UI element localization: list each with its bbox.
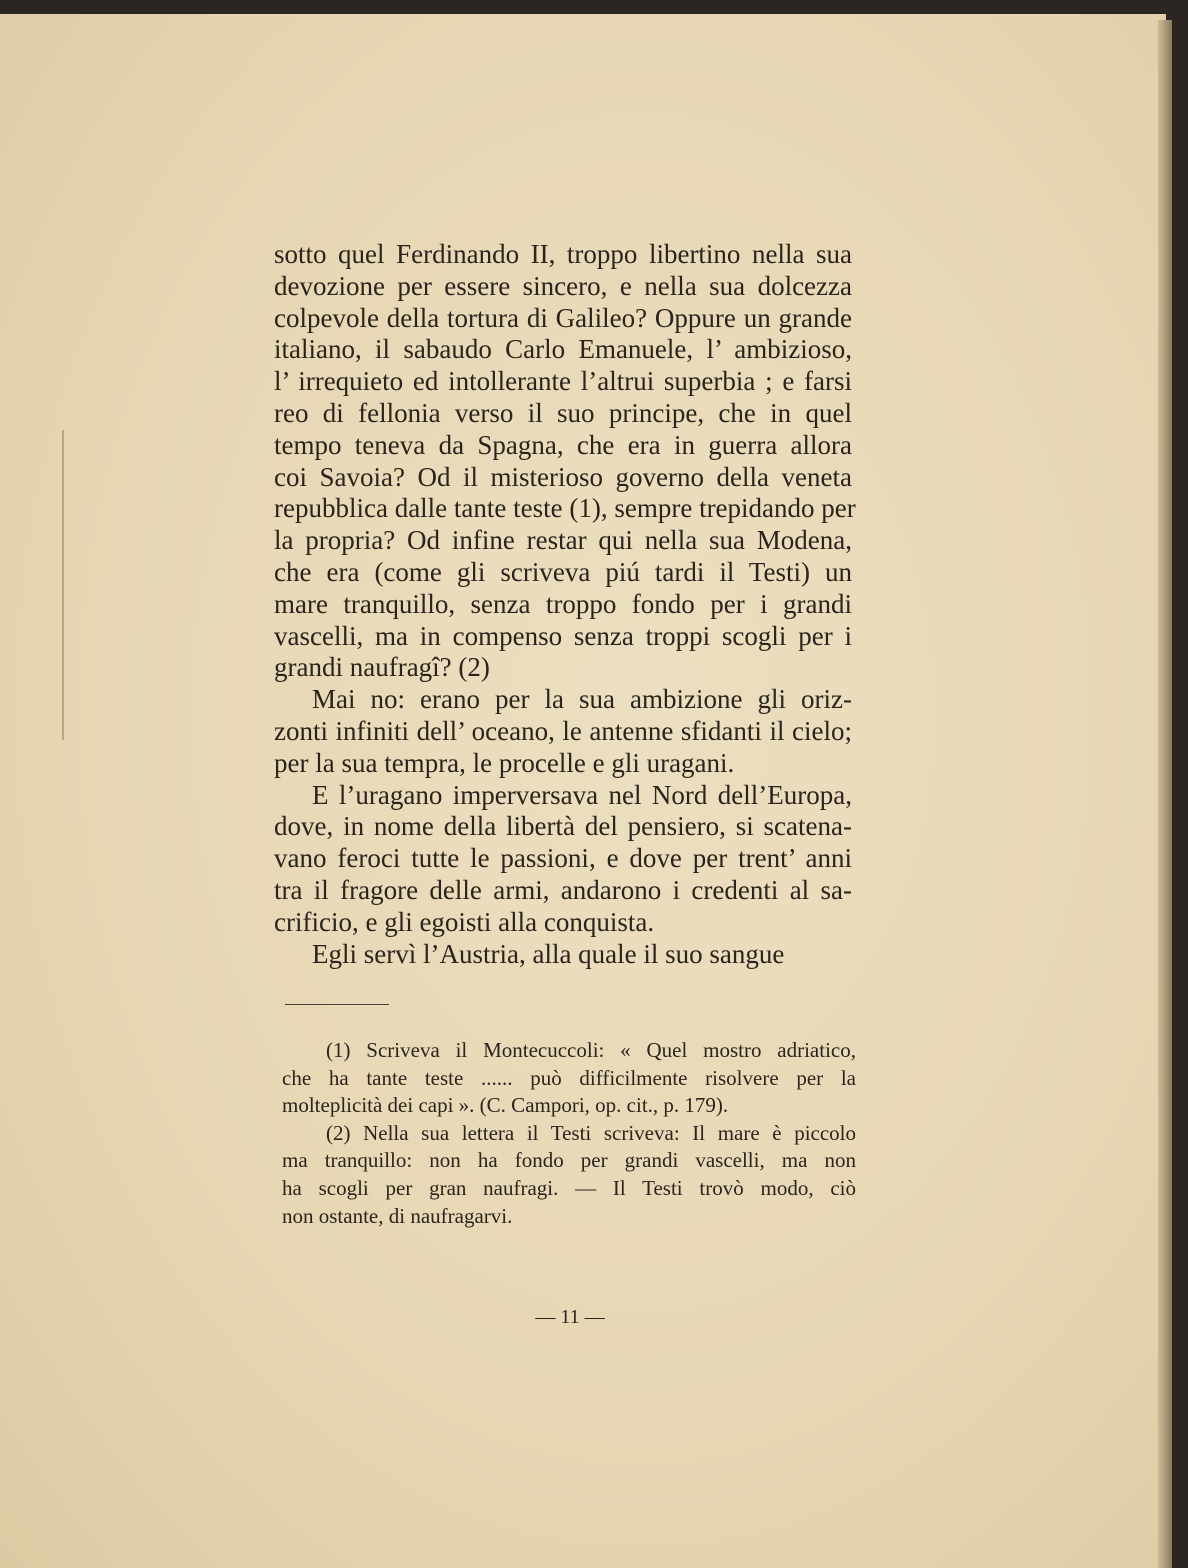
text-line: devozione per essere sincero, e nella sua dolcezza: [274, 270, 852, 301]
text-line: mare tranquillo, senza troppo fondo per i grandi: [274, 588, 852, 619]
page-number: — 11 —: [535, 1306, 605, 1328]
text-line: l’ irrequieto ed intollerante l’altrui superbia ; e farsi: [274, 366, 852, 397]
text-line: Egli servì l’Austria, alla quale il suo sangue: [312, 938, 785, 969]
text-line: colpevole della tortura di Galileo? Oppure un grande: [274, 302, 852, 333]
binding-fold: [62, 430, 64, 740]
footnote-line: molteplicità dei capi ». (C. Campori, op. cit., p. 179).: [282, 1093, 729, 1118]
footnote-divider: [285, 1004, 389, 1005]
footnote-line: non ostante, di naufragarvi.: [282, 1203, 513, 1228]
text-line: repubblica dalle tante teste (1), sempre trepidando per: [274, 493, 856, 524]
footnote-line: che ha tante teste ...... può difficilmente risolvere per la: [282, 1065, 856, 1090]
footnote-line: ha scogli per gran naufragi. — Il Testi trovò modo, ciò: [282, 1176, 856, 1200]
text-line: vano feroci tutte le passioni, e dove per trent’ anni: [274, 843, 852, 874]
text-line: per la sua tempra, le procelle e gli uragani.: [274, 747, 735, 778]
footnote-line: ma tranquillo: non ha fondo per grandi vascelli, ma non: [282, 1148, 856, 1173]
page-edge: [1158, 20, 1172, 1568]
text-line: dove, in nome della libertà del pensiero, si scatena-: [274, 811, 852, 842]
text-line: coi Savoia? Od il misterioso governo della veneta: [274, 461, 852, 492]
text-line: reo di fellonia verso il suo principe, che in quel: [274, 398, 852, 428]
text-line: grandi naufragî? (2): [274, 652, 490, 683]
text-line: vascelli, ma in compenso senza troppi scogli per i: [274, 620, 852, 651]
text-line: Mai no: erano per la sua ambizione gli oriz-: [312, 684, 852, 715]
footnote-line: (2) Nella sua lettera il Testi scriveva: Il mare è piccolo: [326, 1120, 856, 1145]
text-line: sotto quel Ferdinando II, troppo libertino nella sua: [274, 239, 852, 269]
footnote-line: (1) Scriveva il Montecuccoli: « Quel mostro adriatico,: [326, 1038, 856, 1062]
text-line: che era (come gli scriveva piú tardi il Testi) un: [274, 557, 852, 587]
text-line: la propria? Od infine restar qui nella sua Modena,: [274, 525, 852, 556]
text-line: tempo teneva da Spagna, che era in guerra allora: [274, 429, 852, 460]
text-line: crificio, e gli egoisti alla conquista.: [274, 906, 655, 937]
text-line: zonti infiniti dell’ oceano, le antenne sfidanti il cielo;: [274, 716, 852, 746]
text-line: italiano, il sabaudo Carlo Emanuele, l’ ambizioso,: [274, 334, 852, 365]
text-line: E l’uragano imperversava nel Nord dell’Europa,: [312, 779, 852, 810]
text-line: tra il fragore delle armi, andarono i credenti al sa-: [274, 875, 852, 905]
